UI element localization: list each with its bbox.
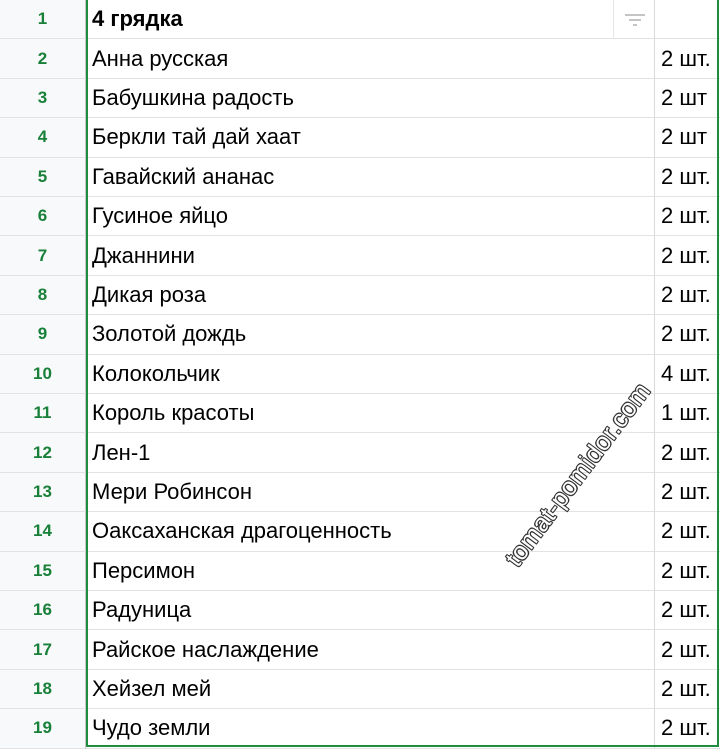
table-row (0, 473, 720, 512)
quantity-cell[interactable]: 2 шт. (655, 236, 720, 275)
row-number[interactable]: 13 (0, 473, 86, 512)
variety-name-cell[interactable]: Лен-1 (86, 433, 655, 472)
row-number[interactable]: 17 (0, 630, 86, 669)
variety-name-cell[interactable]: Чудо земли (86, 709, 655, 748)
table-row (0, 197, 720, 236)
quantity-cell[interactable]: 2 шт (655, 79, 720, 118)
header-cell-title[interactable]: 4 грядка (86, 0, 655, 39)
quantity-cell[interactable]: 2 шт. (655, 709, 720, 748)
quantity-cell[interactable]: 2 шт. (655, 39, 720, 78)
table-row (0, 630, 720, 669)
quantity-cell[interactable]: 2 шт. (655, 315, 720, 354)
variety-name-cell[interactable]: Колокольчик (86, 355, 655, 394)
row-number[interactable]: 11 (0, 394, 86, 433)
quantity-cell[interactable]: 2 шт. (655, 158, 720, 197)
quantity-cell[interactable]: 2 шт. (655, 512, 720, 551)
variety-name-cell[interactable]: Гусиное яйцо (86, 197, 655, 236)
variety-name-cell[interactable]: Персимон (86, 552, 655, 591)
table-row (0, 512, 720, 551)
row-number[interactable]: 18 (0, 670, 86, 709)
table-row (0, 315, 720, 354)
quantity-cell[interactable]: 2 шт. (655, 552, 720, 591)
variety-name-cell[interactable]: Райское наслаждение (86, 630, 655, 669)
row-number[interactable]: 12 (0, 433, 86, 472)
row-number[interactable]: 3 (0, 79, 86, 118)
quantity-cell[interactable]: 1 шт. (655, 394, 720, 433)
row-number[interactable]: 5 (0, 158, 86, 197)
row-number[interactable]: 14 (0, 512, 86, 551)
row-number[interactable]: 2 (0, 39, 86, 78)
table-row (0, 591, 720, 630)
quantity-cell[interactable]: 2 шт. (655, 630, 720, 669)
variety-name-cell[interactable]: Беркли тай дай хаат (86, 118, 655, 157)
variety-name-cell[interactable]: Гавайский ананас (86, 158, 655, 197)
variety-name-cell[interactable]: Король красоты (86, 394, 655, 433)
quantity-cell[interactable]: 2 шт (655, 118, 720, 157)
quantity-cell[interactable]: 2 шт. (655, 276, 720, 315)
table-row (0, 552, 720, 591)
quantity-cell[interactable]: 4 шт. (655, 355, 720, 394)
row-number[interactable]: 4 (0, 118, 86, 157)
filter-icon (624, 12, 646, 28)
table-row (0, 236, 720, 275)
variety-name-cell[interactable]: Хейзел мей (86, 670, 655, 709)
quantity-cell[interactable]: 2 шт. (655, 591, 720, 630)
quantity-cell[interactable]: 2 шт. (655, 433, 720, 472)
variety-name-cell[interactable]: Мери Робинсон (86, 473, 655, 512)
row-number[interactable]: 19 (0, 709, 86, 748)
filter-button[interactable] (613, 0, 655, 39)
row-number[interactable]: 15 (0, 552, 86, 591)
quantity-cell[interactable]: 2 шт. (655, 197, 720, 236)
table-row (0, 670, 720, 709)
variety-name-cell[interactable]: Бабушкина радость (86, 79, 655, 118)
header-row (0, 0, 720, 39)
table-row (0, 79, 720, 118)
variety-name-cell[interactable]: Оаксаханская драгоценность (86, 512, 655, 551)
row-number[interactable]: 7 (0, 236, 86, 275)
table-row (0, 355, 720, 394)
variety-name-cell[interactable]: Джаннини (86, 236, 655, 275)
variety-name-cell[interactable]: Анна русская (86, 39, 655, 78)
table-row (0, 39, 720, 78)
row-number[interactable]: 1 (0, 0, 86, 39)
variety-name-cell[interactable]: Золотой дождь (86, 315, 655, 354)
row-number[interactable]: 8 (0, 276, 86, 315)
table-row (0, 118, 720, 157)
variety-name-cell[interactable]: Радуница (86, 591, 655, 630)
row-number[interactable]: 9 (0, 315, 86, 354)
table-row (0, 709, 720, 748)
row-number[interactable]: 16 (0, 591, 86, 630)
watermark-text: tomat-pomidor.com (500, 377, 657, 572)
table-row (0, 276, 720, 315)
variety-name-cell[interactable]: Дикая роза (86, 276, 655, 315)
table-row (0, 158, 720, 197)
row-number[interactable]: 6 (0, 197, 86, 236)
row-number[interactable]: 10 (0, 355, 86, 394)
header-cell-empty[interactable] (655, 0, 720, 39)
quantity-cell[interactable]: 2 шт. (655, 670, 720, 709)
quantity-cell[interactable]: 2 шт. (655, 473, 720, 512)
